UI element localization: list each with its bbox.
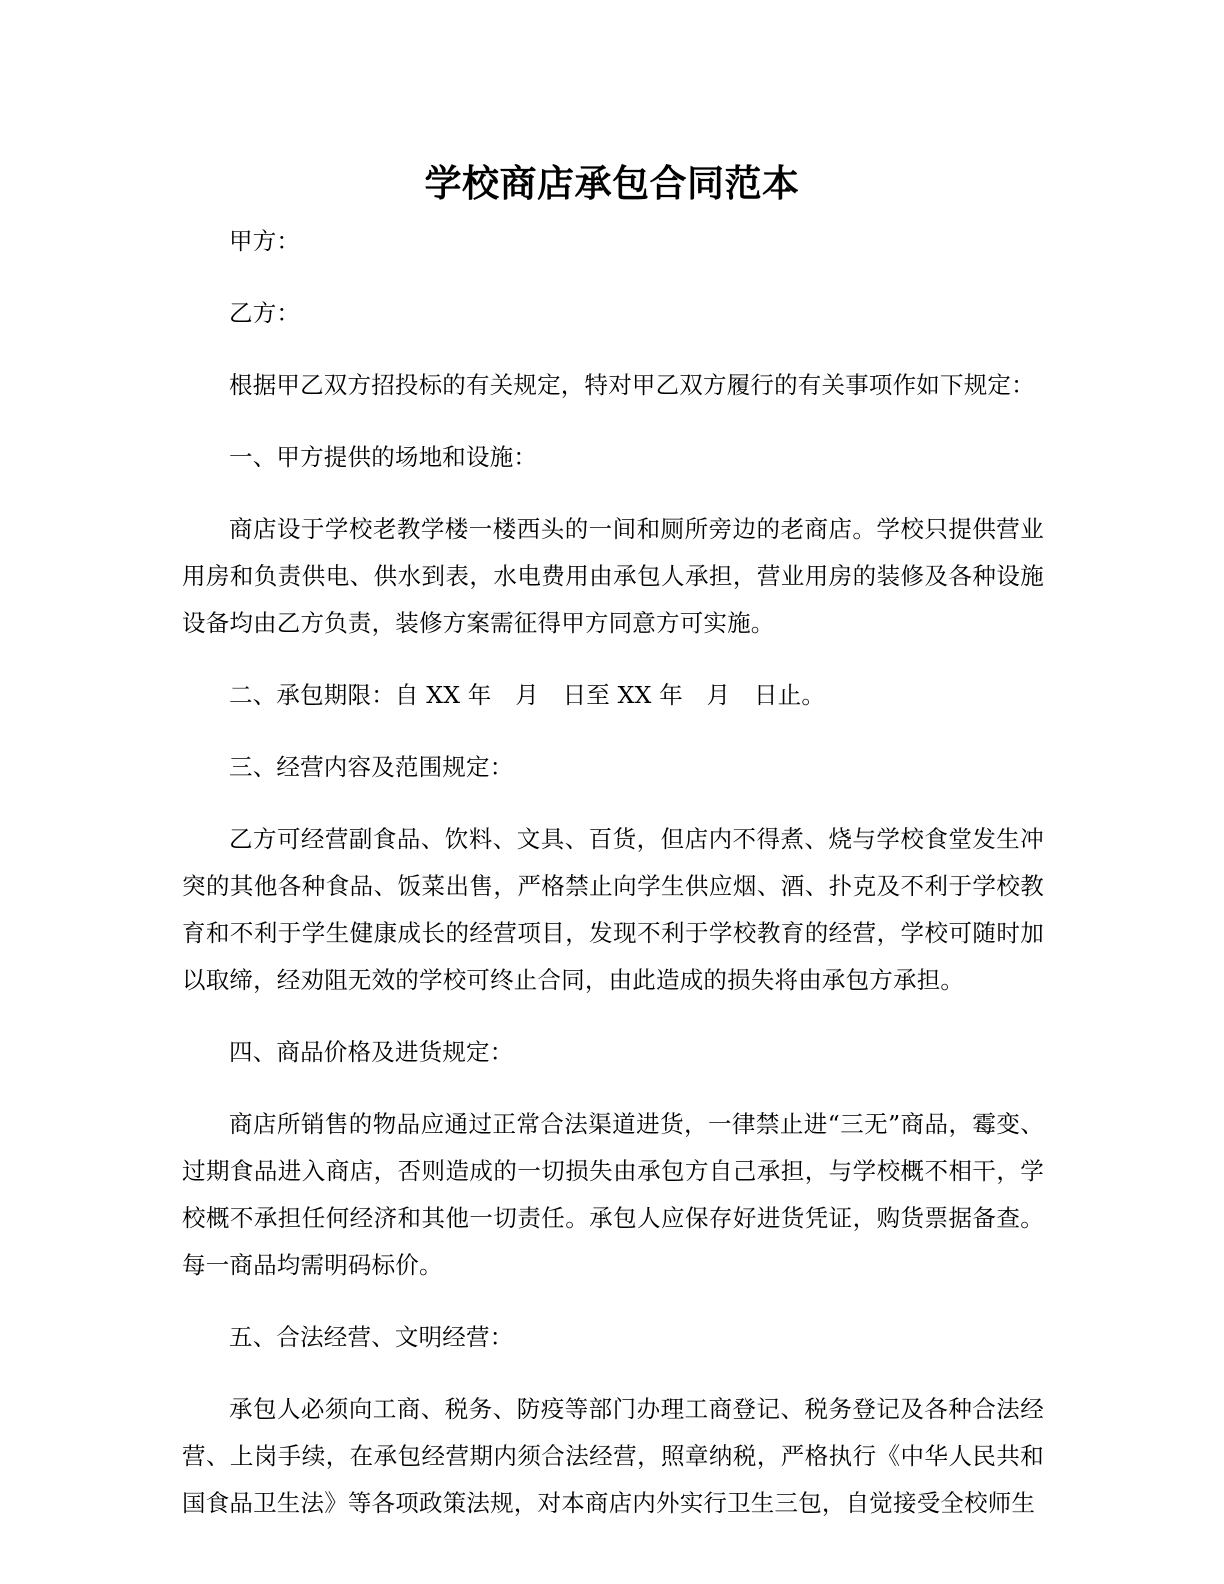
paragraph-party-a: 甲方：	[229, 227, 301, 255]
paragraph-preamble: 根据甲乙双方招投标的有关规定，特对甲乙双方履行的有关事项作如下规定：	[229, 371, 1035, 399]
paragraph-section-5-body: 承包人必须向工商、税务、防疫等部门办理工商登记、税务登记及各种合法经营、上岗手续，在承包经营期内须合法经营，照章纳税，严格执行《中华人民共和国食品卫生法》等各项政策法规，对本商店内外实行卫生三包，自觉接受全校师生	[182, 1395, 1044, 1517]
page-title: 学校商店承包合同范本	[424, 160, 800, 205]
heading-section-1: 一、甲方提供的场地和设施：	[229, 443, 538, 471]
document-body	[182, 218, 1044, 1552]
heading-section-4: 四、商品价格及进货规定：	[229, 1038, 514, 1066]
paragraph-party-b: 乙方：	[229, 299, 301, 327]
paragraph-section-3-body: 乙方可经营副食品、饮料、文具、百货，但店内不得煮、烧与学校食堂发生冲突的其他各种食品、饭菜出售，严格禁止向学生供应烟、酒、扑克及不利于学校教育和不利于学生健康成长的经营项目，发现不利于学校教育的经营，学校可随时加以取缔，经劝阻无效的学校可终止合同，由此造成的损失将由承包方承担。	[182, 825, 1044, 994]
heading-section-3: 三、经营内容及范围规定：	[229, 753, 514, 781]
paragraph-section-4-body: 商店所销售的物品应通过正常合法渠道进货，一律禁止进“三无”商品，霉变、过期食品进入商店，否则造成的一切损失由承包方自己承担，与学校概不相干，学校概不承担任何经济和其他一切责任。承包人应保存好进货凭证，购货票据备查。每一商品均需明码标价。	[182, 1110, 1044, 1279]
heading-section-5: 五、合法经营、文明经营：	[229, 1323, 514, 1351]
heading-section-2: 二、承包期限：自 XX 年 月 日至 XX 年 月 日止。	[229, 681, 826, 709]
paragraph-section-1-body: 商店设于学校老教学楼一楼西头的一间和厕所旁边的老商店。学校只提供营业用房和负责供电、供水到表，水电费用由承包人承担，营业用房的装修及各种设施设备均由乙方负责，装修方案需征得甲方同意方可实施。	[182, 515, 1044, 637]
